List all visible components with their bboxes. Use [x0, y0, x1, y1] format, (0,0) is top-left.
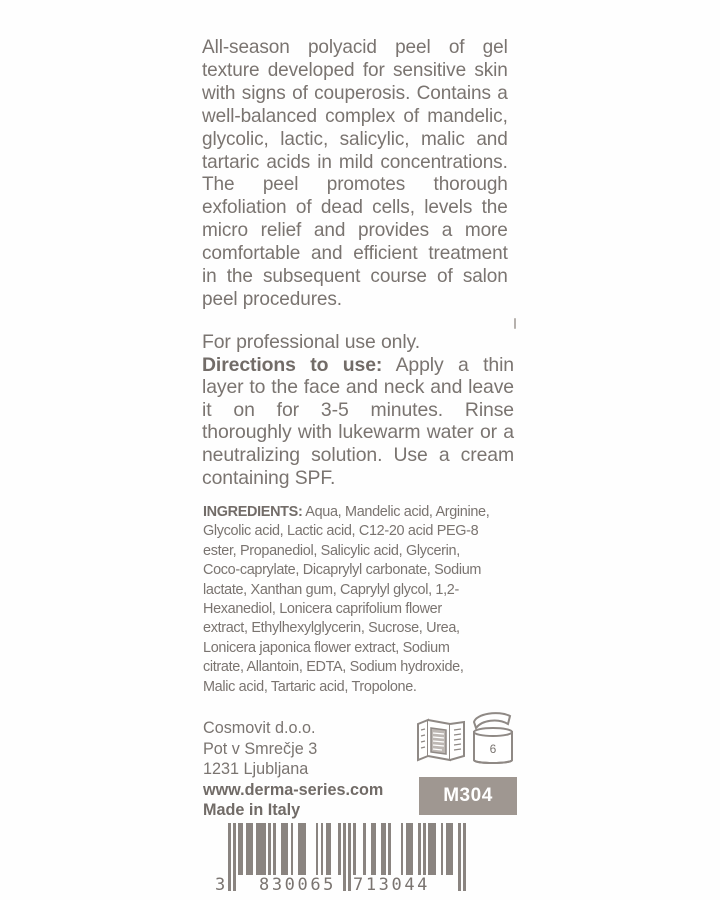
barcode-bar: [273, 823, 276, 875]
print-mark: [514, 318, 516, 329]
manufacturer-address: [203, 718, 423, 821]
company-city: 1231 Ljubljana: [203, 760, 309, 779]
barcode-left-group: 830065: [259, 875, 337, 895]
barcode-bar: [411, 823, 414, 875]
barcode-bar: [338, 823, 341, 875]
barcode-bar: [373, 823, 376, 875]
professional-use-note: For professional use only.: [202, 331, 420, 353]
pao-months-label: 6: [489, 742, 497, 756]
website-link[interactable]: www.derma-series.com: [203, 780, 384, 799]
barcode-number: [203, 875, 478, 897]
barcode: [203, 823, 478, 898]
barcode-bar: [363, 823, 366, 875]
barcode-bar: [451, 823, 454, 875]
barcode-bar: [303, 823, 306, 875]
barcode-bar: [263, 823, 266, 875]
barcode-bar: [441, 823, 444, 875]
barcode-bar: [268, 823, 271, 875]
barcode-bar: [321, 823, 324, 875]
barcode-first-digit: 3: [215, 875, 228, 895]
company-street: Pot v Smrečje 3: [203, 739, 318, 758]
barcode-right-group: 713044: [353, 875, 431, 895]
read-leaflet-icon: [418, 720, 464, 760]
ingredients-heading: INGREDIENTS:: [203, 503, 303, 520]
company-name: Cosmovit d.o.o.: [203, 719, 316, 737]
country-of-origin: Made in Italy: [203, 801, 301, 820]
directions-text: Apply a thin layer to the face and neck and leave it on for 3-5 minutes. Rinse thoroughly with lukewarm water or a neutralizing solution. Use a cream containing SPF.: [202, 353, 514, 489]
barcode-bar: [418, 823, 421, 875]
barcode-bar: [388, 823, 391, 875]
packaging-symbols: [414, 708, 518, 766]
barcode-bar: [316, 823, 319, 875]
product-description: All-season polyacid peel of gel texture developed for sensitive skin with signs of couperosis. Contains a well-balanced complex of mandelic, glycolic, lactic, salicylic, malic and tartaric acids in mild concentrations. The peel promotes thorough exfoliation of dead cells, levels the micro relief and provides a more comfortable and efficient treatment in the subsequent course of salon peel procedures.: [202, 36, 508, 310]
barcode-bar: [401, 823, 404, 875]
barcode-bar: [353, 823, 356, 875]
barcode-bar: [423, 823, 426, 875]
barcode-bar: [383, 823, 386, 875]
barcode-bar: [328, 823, 331, 875]
ingredients-text: Aqua, Mandelic acid, Arginine, Glycolic acid, Lactic acid, C12-20 acid PEG-8 ester, Propanediol, Salicylic acid, Glycerin, Coco-caprylate, Dicaprylyl carbonate, Sodium lactate, Xanthan gum, Caprylyl glycol, 1,2-Hexanediol, Lonicera caprifolium flower extract, Ethylhexylglycerin, Sucrose, Urea, Lonicera japonica flower extract, Sodium citrate, Allantoin, EDTA, Sodium hydroxide, Malic acid, Tartaric acid, Tropolone.: [203, 503, 490, 695]
barcode-bar: [286, 823, 289, 875]
product-code-badge: M304: [419, 777, 517, 815]
barcode-bar: [251, 823, 254, 875]
barcode-bar: [433, 823, 436, 875]
ingredients-block: [203, 502, 490, 696]
directions-heading: Directions to use:: [202, 353, 383, 376]
barcode-bar: [291, 823, 294, 875]
barcode-bar: [241, 823, 244, 875]
symbols-svg: [414, 708, 518, 766]
directions-block: [202, 331, 514, 489]
